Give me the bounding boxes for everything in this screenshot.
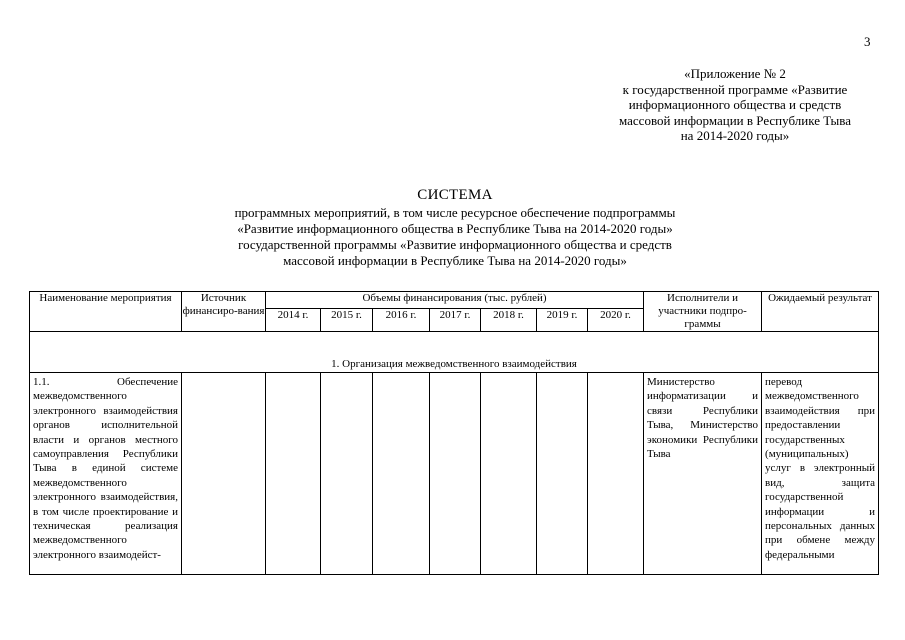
header-executors: Исполнители и участники подпро-граммы [644,292,762,332]
expected-result-text: перевод межведомственного взаимодействия при предоставлении государственных (муниципальных) услуг в электронный вид, защита государственной информации и персональных данных при обмене между федеральными [765,376,876,561]
section-title: 1. Организация межведомственного взаимодействия [30,332,879,373]
funding-value-cell [481,373,537,575]
heading-line: государственной программы «Развитие информационного общества и средств [238,237,672,252]
header-year: 2019 г. [537,309,588,332]
header-funding-source: Источник финансиро-вания [182,292,266,332]
page-number: 3 [864,34,871,49]
activity-name: 1.1. Обеспечение межведомственного электронного взаимодействия органов исполнительной власти и органов местного самоуправления Республики Тыва в единой системе межведомственного электронного взаимодействия, в том числе проектирование и техническая реализация межведомственного электронного взаимодейст- [33,376,178,561]
header-expected-result: Ожидаемый результат [762,292,879,332]
header-year: 2017 г. [430,309,481,332]
document-heading [150,186,760,269]
heading-line: «Развитие информационного общества в Республике Тыва на 2014-2020 годы» [237,221,673,236]
expected-result-cell [762,373,879,575]
heading-line: программных мероприятий, в том числе ресурсное обеспечение подпрограммы [234,205,676,220]
activity-name-cell [30,373,182,575]
heading-line: массовой информации в Республике Тыва на 2014-2020 годы» [283,253,627,268]
header-year: 2020 г. [588,309,644,332]
header-year: 2018 г. [481,309,537,332]
funding-value-cell [373,373,430,575]
appendix-line: на 2014-2020 годы» [680,128,790,143]
appendix-note [585,66,885,144]
executors-cell [644,373,762,575]
header-year: 2015 г. [321,309,373,332]
program-activities-table [29,291,879,575]
funding-source-cell [182,373,266,575]
header-year: 2016 г. [373,309,430,332]
funding-value-cell [588,373,644,575]
funding-value-cell [266,373,321,575]
appendix-line: информационного общества и средств [628,97,842,112]
table-row [30,373,879,575]
appendix-line: «Приложение № 2 [684,66,786,81]
funding-value-cell [321,373,373,575]
funding-value-cell [430,373,481,575]
document-title: СИСТЕМА [417,187,493,203]
executors-text: Министерство информатизации и связи Республики Тыва, Министерство экономики Республики Тыва [647,376,759,461]
appendix-line: к государственной программе «Развитие [622,81,848,97]
header-funding-volumes: Объемы финансирования (тыс. рублей) [266,292,644,309]
header-activity-name: Наименование мероприятия [30,292,182,332]
funding-value-cell [537,373,588,575]
appendix-line: массовой информации в Республике Тыва [619,112,851,128]
header-year: 2014 г. [266,309,321,332]
